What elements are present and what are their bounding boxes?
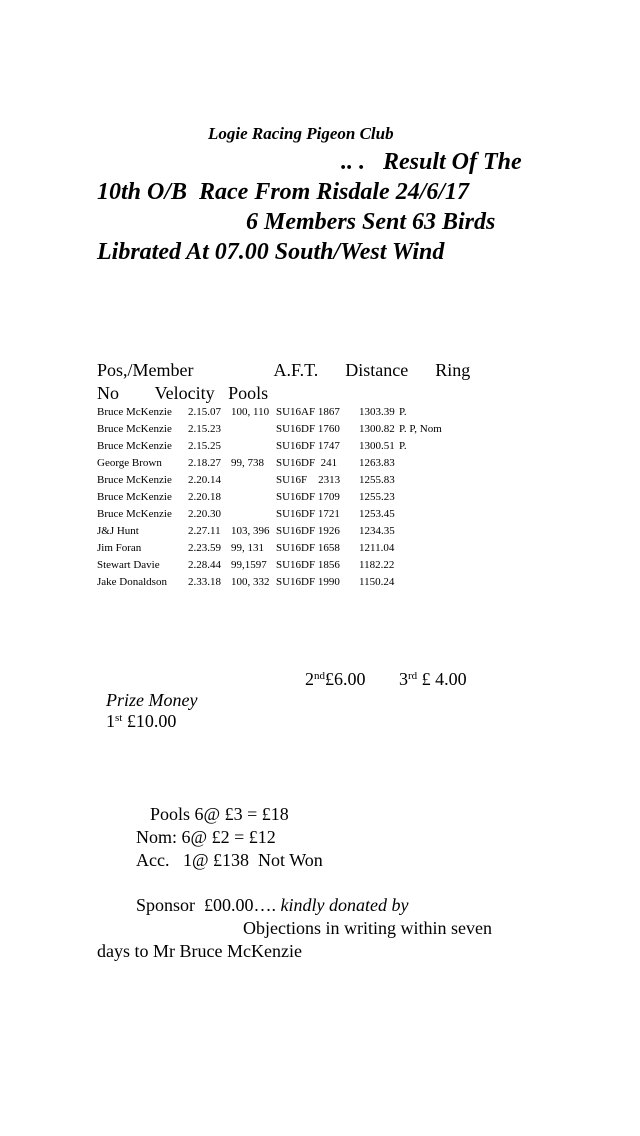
cell-pools: 99,1597: [231, 559, 267, 571]
nom-line: Nom: 6@ £2 = £12: [136, 827, 276, 847]
cell-velocity: 1300.82: [359, 423, 395, 435]
cell-extra: P.: [399, 406, 407, 418]
cell-ring: SU16DF 1721: [276, 508, 340, 520]
third-prize: 3rd £ 4.00: [399, 669, 467, 689]
cell-member: Bruce McKenzie: [97, 508, 172, 520]
club-name: Logie Racing Pigeon Club: [208, 124, 394, 143]
objections-line-1: Objections in writing within seven: [243, 918, 492, 938]
cell-ring: SU16DF 241: [276, 457, 338, 469]
acc-line: Acc. 1@ £138 Not Won: [136, 850, 323, 870]
table-header-line-1: Pos,/Member A.F.T. Distance Ring: [97, 360, 471, 380]
first-prize: 1st £10.00: [106, 711, 177, 731]
cell-member: J&J Hunt: [97, 525, 139, 537]
pools-line: Pools 6@ £3 = £18: [150, 804, 289, 824]
cell-ring: SU16DF 1709: [276, 491, 340, 503]
cell-time: 2.28.44: [188, 559, 221, 571]
cell-member: Bruce McKenzie: [97, 440, 172, 452]
cell-time: 2.23.59: [188, 542, 221, 554]
cell-member: Bruce McKenzie: [97, 423, 172, 435]
cell-velocity: 1182.22: [359, 559, 395, 571]
cell-extra: P.: [399, 440, 407, 452]
cell-time: 2.33.18: [188, 576, 221, 588]
cell-member: Stewart Davie: [97, 559, 160, 571]
cell-ring: SU16DF 1760: [276, 423, 340, 435]
cell-velocity: 1211.04: [359, 542, 395, 554]
cell-velocity: 1253.45: [359, 508, 395, 520]
cell-velocity: 1263.83: [359, 457, 395, 469]
cell-time: 2.18.27: [188, 457, 221, 469]
heading-line-3: 6 Members Sent 63 Birds: [246, 209, 496, 235]
heading-line-4: Librated At 07.00 South/West Wind: [97, 239, 445, 265]
cell-velocity: 1234.35: [359, 525, 395, 537]
cell-velocity: 1150.24: [359, 576, 395, 588]
prize-money-line: [97, 669, 197, 732]
cell-ring: SU16DF 1856: [276, 559, 340, 571]
cell-pools: 103, 396: [231, 525, 270, 537]
cell-extra: P. P, Nom: [399, 423, 442, 435]
cell-velocity: 1255.83: [359, 474, 395, 486]
heading-line-1: .. . Result Of The: [341, 149, 522, 175]
cell-member: George Brown: [97, 457, 162, 469]
cell-pools: 100, 332: [231, 576, 270, 588]
cell-time: 2.20.14: [188, 474, 221, 486]
cell-pools: 99, 738: [231, 457, 264, 469]
cell-ring: SU16AF 1867: [276, 406, 340, 418]
cell-time: 2.15.07: [188, 406, 221, 418]
cell-pools: 100, 110: [231, 406, 270, 418]
cell-member: Jake Donaldson: [97, 576, 167, 588]
table-header-line-2: No Velocity Pools: [97, 383, 269, 403]
cell-velocity: 1303.39: [359, 406, 395, 418]
cell-ring: SU16DF 1990: [276, 576, 340, 588]
cell-time: 2.15.25: [188, 440, 221, 452]
cell-time: 2.20.18: [188, 491, 221, 503]
cell-member: Jim Foran: [97, 542, 142, 554]
heading-line-2: 10th O/B Race From Risdale 24/6/17: [97, 179, 470, 205]
prize-money-label: Prize Money: [106, 690, 198, 710]
cell-member: Bruce McKenzie: [97, 474, 172, 486]
cell-ring: SU16DF 1658: [276, 542, 340, 554]
cell-time: 2.15.23: [188, 423, 221, 435]
cell-ring: SU16DF 1747: [276, 440, 340, 452]
cell-velocity: 1300.51: [359, 440, 395, 452]
cell-velocity: 1255.23: [359, 491, 395, 503]
cell-ring: SU16F 2313: [276, 474, 341, 486]
cell-member: Bruce McKenzie: [97, 491, 172, 503]
cell-time: 2.20.30: [188, 508, 221, 520]
cell-pools: 99, 131: [231, 542, 264, 554]
cell-ring: SU16DF 1926: [276, 525, 340, 537]
objections-line-2: days to Mr Bruce McKenzie: [97, 941, 302, 961]
cell-member: Bruce McKenzie: [97, 406, 172, 418]
sponsor-line: Sponsor £00.00…. kindly donated by: [136, 895, 409, 915]
cell-time: 2.27.11: [188, 525, 221, 537]
second-prize: 2nd£6.00: [305, 669, 366, 689]
